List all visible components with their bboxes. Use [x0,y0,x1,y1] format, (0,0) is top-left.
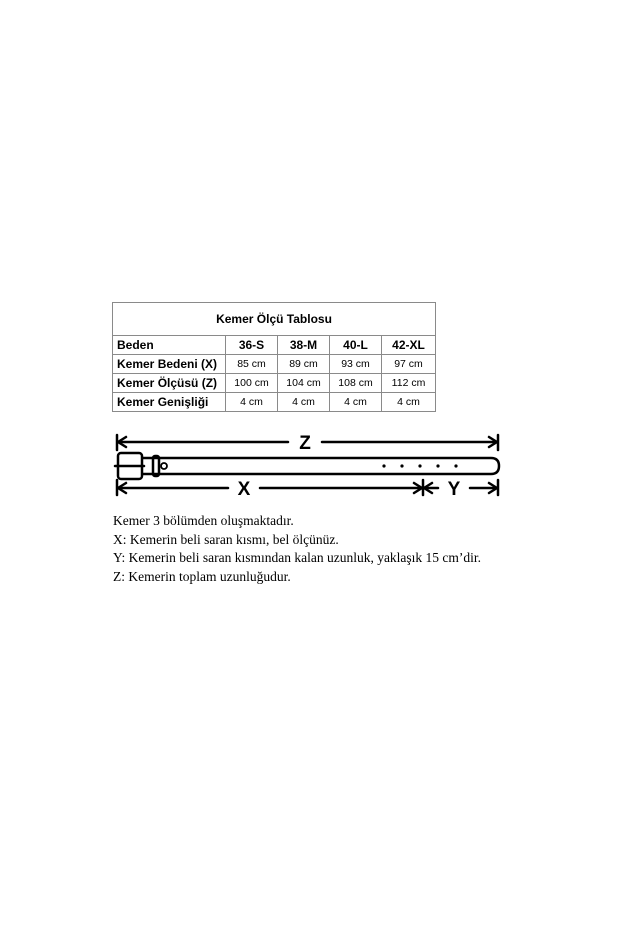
table-cell: 4 cm [226,393,278,412]
notes [113,512,481,586]
table-cell: 89 cm [278,355,330,374]
size-header: 40-L [330,336,382,355]
size-header: 42-XL [382,336,436,355]
table-title: Kemer Ölçü Tablosu [113,303,436,336]
xy-dimension-line [117,480,498,495]
note-line: Y: Kemerin beli saran kısmından kalan uzunluk, yaklaşık 15 cm’dir. [113,550,482,565]
z-label: Z [299,433,311,454]
note-line: X: Kemerin beli saran kısmı, bel ölçünüz. [113,531,339,547]
buckle-pin-hole [161,463,167,469]
note-line: Z: Kemerin toplam uzunluğudur. [113,568,291,584]
row-label: Kemer Genişliği [113,393,226,412]
x-label: X [237,479,251,500]
size-header: 36-S [226,336,278,355]
belt-strap [143,458,499,474]
table-cell: 100 cm [226,374,278,393]
table-cell: 4 cm [382,393,436,412]
header-label: Beden [113,336,226,355]
table-cell: 4 cm [330,393,382,412]
table-cell: 85 cm [226,355,278,374]
size-header: 38-M [278,336,330,355]
table-cell: 108 cm [330,374,382,393]
table-cell: 97 cm [382,355,436,374]
y-label: Y [447,479,461,500]
note-line: Kemer 3 bölümden oluşmaktadır. [113,513,294,528]
belt-diagram [110,428,505,500]
table-cell: 4 cm [278,393,330,412]
row-label: Kemer Ölçüsü (Z) [113,374,226,393]
row-label: Kemer Bedeni (X) [113,355,226,374]
table-cell: 104 cm [278,374,330,393]
table-cell: 112 cm [382,374,436,393]
size-chart-table [112,302,436,412]
belt-holes [382,464,457,467]
table-cell: 93 cm [330,355,382,374]
